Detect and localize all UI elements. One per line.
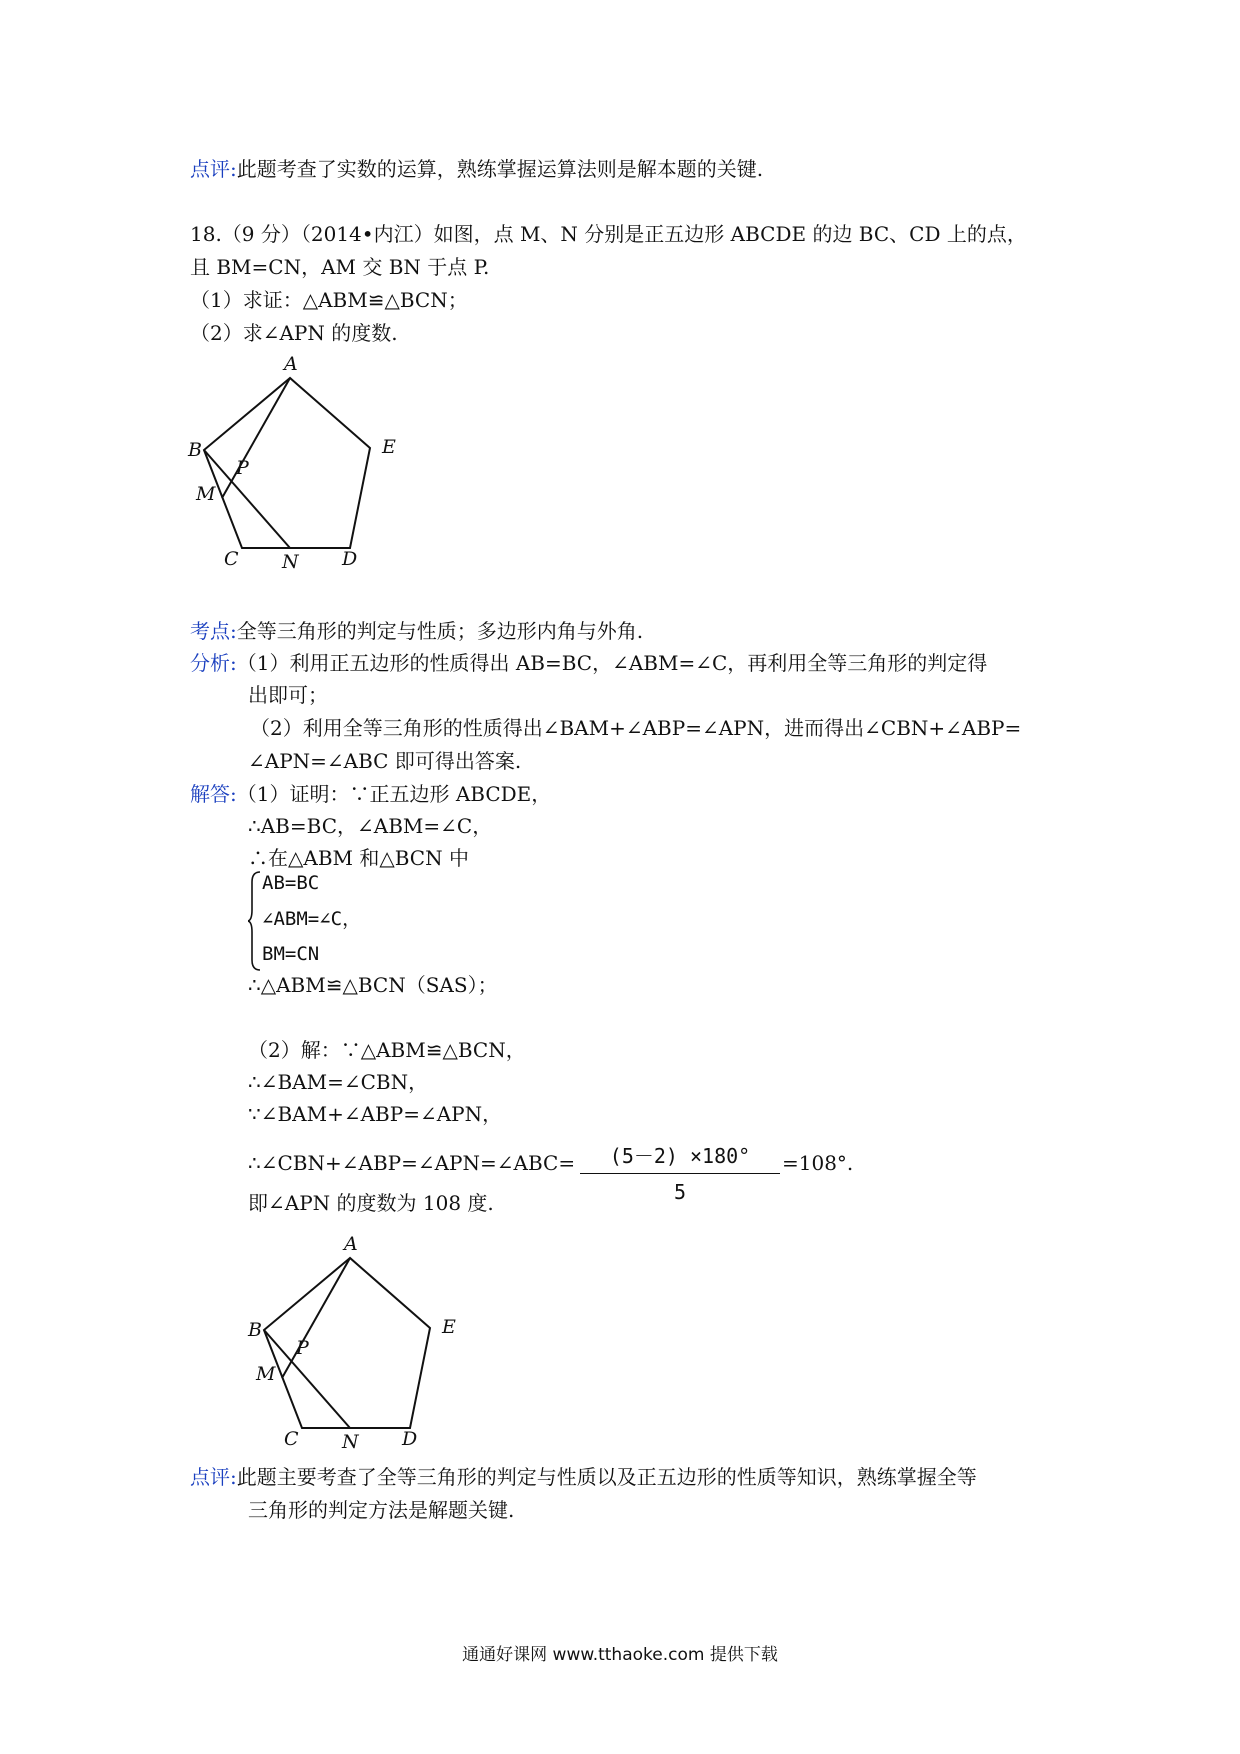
bottom-comment-label: 点评: [190,1465,237,1489]
label-d-2: D [402,1428,418,1450]
label-b: B [188,439,202,461]
label-c-2: C [284,1428,299,1450]
top-comment-text: 此题考查了实数的运算，熟练掌握运算法则是解本题的关键. [236,157,764,181]
fenxi-label: 分析: [190,651,237,675]
fenxi-text-1: （1）利用正五边形的性质得出 AB=BC，∠ABM=∠C，再利用全等三角形的判定得 [236,651,988,675]
label-p-2: P [296,1337,309,1359]
label-c: C [224,548,239,570]
system-line-2: ∠ABM=∠C， [262,908,362,930]
jieda-line-8-prefix: ∴∠CBN+∠ABP=∠APN=∠ABC= [248,1151,576,1175]
fenxi-line-3: （2）利用全等三角形的性质得出∠BAM+∠ABP=∠APN，进而得出∠CBN+∠ABP= [250,716,1022,740]
problem-question-2: （2）求∠APN 的度数. [190,321,398,345]
fraction-bar [580,1173,780,1174]
jieda-label: 解答: [190,782,237,806]
kaodian-text: 全等三角形的判定与性质；多边形内角与外角. [236,619,644,643]
label-n: N [282,551,299,570]
system-line-3: BM=CN [262,943,320,965]
top-comment-label: 点评: [190,157,237,181]
equation-system [248,870,408,972]
jieda-line-9: 即∠APN 的度数为 108 度. [248,1191,494,1215]
jieda-line-2: ∴AB=BC，∠ABM=∠C， [248,814,493,838]
jieda-line-3: ∴在△ABM 和△BCN 中 [248,846,469,870]
label-a: A [284,353,298,375]
bottom-comment-line-1 [190,1464,977,1490]
segment-am-2 [282,1258,350,1378]
label-m-2: M [256,1363,276,1385]
segment-am [222,378,290,498]
label-n-2: N [342,1431,359,1450]
problem-line-2: 且 BM=CN，AM 交 BN 于点 P. [190,255,490,279]
kaodian-label: 考点: [190,619,237,643]
label-m: M [196,483,216,505]
problem-line-1: 18.（9 分）（2014•内江）如图，点 M、N 分别是正五边形 ABCDE 的边 BC、CD 上的点， [190,222,1027,246]
jieda-line-7: ∵∠BAM+∠ABP=∠APN， [248,1102,503,1126]
pentagon-figure-top [180,348,420,570]
label-p: P [236,457,249,479]
pentagon-abcde-2 [264,1258,430,1428]
kaodian-line [190,618,643,644]
fenxi-line-4: ∠APN=∠ABC 即可得出答案. [248,749,522,773]
fraction-numerator: (5－2) ×180° [609,1144,751,1168]
fraction-denominator: 5 [673,1180,687,1204]
label-e-2: E [442,1316,456,1338]
jieda-text-1: （1）证明：∵正五边形 ABCDE， [236,782,552,806]
jieda-line-4: ∴△ABM≌△BCN（SAS）； [248,973,498,997]
fenxi-line-1 [190,650,987,676]
jieda-line-5: （2）解：∵△ABM≌△BCN， [248,1038,526,1062]
jieda-line-8-suffix: =108°. [782,1151,854,1175]
fenxi-line-2: 出即可； [248,683,328,707]
system-line-1: AB=BC [262,872,320,894]
left-brace-icon [248,870,262,972]
label-a-2: A [344,1233,358,1255]
footer-source: 通通好课网 www.tthaoke.com 提供下载 [462,1645,778,1665]
jieda-line-6: ∴∠BAM=∠CBN， [248,1070,429,1094]
label-d: D [342,548,358,570]
bottom-comment-line-2: 三角形的判定方法是解题关键. [248,1498,515,1522]
bottom-comment-text-1: 此题主要考查了全等三角形的判定与性质以及正五边形的性质等知识，熟练掌握全等 [236,1465,977,1489]
top-comment [190,156,763,182]
pentagon-figure-bottom [240,1228,480,1450]
label-e: E [382,436,396,458]
pentagon-abcde [204,378,370,548]
fraction [580,1140,780,1210]
label-b-2: B [248,1319,262,1341]
jieda-line-1 [190,781,551,807]
problem-question-1: （1）求证：△ABM≌△BCN； [190,288,468,312]
